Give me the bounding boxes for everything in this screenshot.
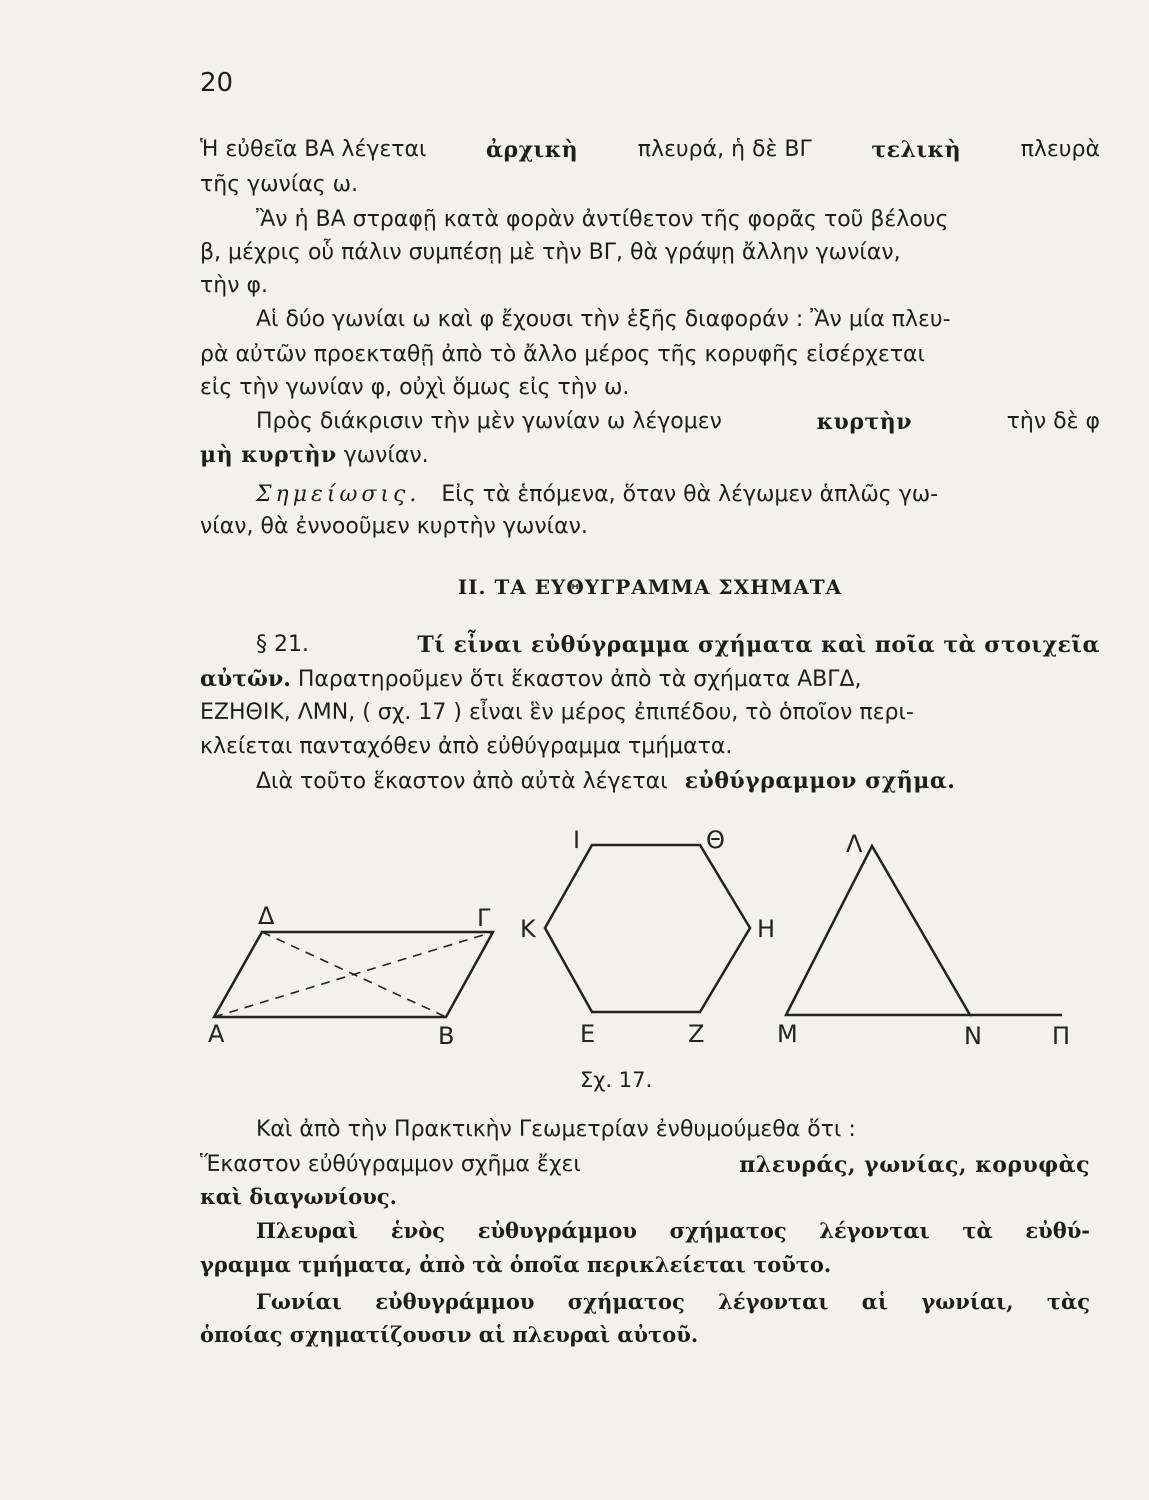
para3-line3: εἰς τὴν γωνίαν φ, οὐχὶ ὅμως εἰς τὴν ω. xyxy=(200,375,630,400)
text: πλευρὰ xyxy=(1020,137,1100,162)
text: τὴν δὲ φ xyxy=(1006,409,1100,434)
section-heading: II. ΤΑ ΕΥΘΥΓΡΑΜΜΑ ΣΧΗΜΑΤΑ xyxy=(457,575,843,599)
para2-line2: β, μέχρις οὗ πάλιν συμπέσῃ μὲ τὴν ΒΓ, θὰ γράψῃ ἄλλην γωνίαν, xyxy=(200,240,901,265)
closing-line7: ὁποίας σχηματίζουσιν αἱ πλευραὶ αὐτοῦ. xyxy=(200,1322,699,1347)
text: Διὰ τοῦτο ἕκαστον ἀπὸ αὐτὰ λέγεται xyxy=(256,769,668,794)
label-pi: Π xyxy=(1052,1022,1071,1050)
section21-line4: κλείεται πανταχόθεν ἀπὸ εὐθύγραμμα τμήματα. xyxy=(200,734,733,759)
label-delta: Δ xyxy=(258,902,275,930)
closing-line4: Πλευραὶ ἑνὸς εὐθυγράμμου σχήματος λέγονται τὰ εὐθύ- xyxy=(256,1218,1090,1243)
term-terminal-side: τελικὴ xyxy=(871,137,962,163)
para1-line2: τῆς γωνίας ω. xyxy=(200,172,359,197)
para3-line2: ρὰ αὐτῶν προεκταθῇ ἀπὸ τὸ ἄλλο μέρος τῆς κορυφῆς εἰσέρχεται xyxy=(200,342,925,367)
note-label: Σημείωσις. xyxy=(256,482,421,507)
closing-line5: γραμμα τμήματα, ἀπὸ τὰ ὁποῖα περικλείεται τοῦτο. xyxy=(200,1252,832,1277)
term-convex: κυρτὴν xyxy=(816,409,913,435)
para2-line3: τὴν φ. xyxy=(200,273,268,298)
para2-line1: Ἂν ἡ ΒΑ στραφῇ κατὰ φορὰν ἀντίθετον τῆς φορᾶς τοῦ βέλους xyxy=(256,207,949,232)
section-title-end: αὐτῶν. xyxy=(200,666,291,692)
label-theta: Θ xyxy=(706,826,725,854)
label-gamma: Γ xyxy=(477,904,491,932)
label-alpha: Α xyxy=(208,1020,225,1048)
label-kappa: Κ xyxy=(520,915,536,943)
text: πλευρά, ἡ δὲ ΒΓ xyxy=(637,137,812,162)
text: Παρατηροῦμεν ὅτι ἕκαστον ἀπὸ τὰ σχήματα ΑΒΓΔ, xyxy=(297,667,862,692)
label-iota: Ι xyxy=(573,826,581,854)
label-nu: Ν xyxy=(964,1022,982,1050)
figure-caption: Σχ. 17. xyxy=(580,1068,653,1092)
closing-line3: καὶ διαγωνίους. xyxy=(200,1184,397,1209)
closing-line2 xyxy=(200,1150,1090,1180)
label-zeta: Ζ xyxy=(688,1020,705,1048)
text: Ἕκαστον εὐθύγραμμον σχῆμα ἔχει xyxy=(200,1152,581,1177)
text: Πρὸς διάκρισιν τὴν μὲν γωνίαν ω λέγομεν xyxy=(256,409,722,434)
section-number: § 21. xyxy=(256,632,309,657)
label-epsilon: Ε xyxy=(580,1020,596,1048)
text: Εἰς τὰ ἑπόμενα, ὅταν θὰ λέγωμεν ἁπλῶς γω- xyxy=(441,482,939,507)
closing-line1: Καὶ ἀπὸ τὴν Πρακτικὴν Γεωμετρίαν ἐνθυμούμεθα ὅτι : xyxy=(256,1117,856,1142)
term-rectilinear-figure: εὐθύγραμμον σχῆμα. xyxy=(684,768,956,794)
term-non-convex: μὴ κυρτὴν xyxy=(200,442,337,468)
text: γωνίαν. xyxy=(343,443,429,468)
label-beta: Β xyxy=(438,1022,455,1050)
note-line2: νίαν, θὰ ἐννοοῦμεν κυρτὴν γωνίαν. xyxy=(200,514,588,539)
triangle-lmn xyxy=(786,846,970,1015)
term-initial-side: ἀρχικὴ xyxy=(486,137,579,163)
diagonal-db xyxy=(262,932,446,1017)
section-title: Τί εἶναι εὐθύγραμμα σχήματα καὶ ποῖα τὰ στοιχεῖα xyxy=(417,632,1100,658)
term-elements: πλευράς, γωνίας, κορυφὰς xyxy=(739,1152,1090,1178)
para3-line1: Αἱ δύο γωνίαι ω καὶ φ ἔχουσι τὴν ἑξῆς διαφοράν : Ἂν μία πλευ- xyxy=(256,307,951,332)
label-mu: Μ xyxy=(777,1020,798,1048)
hexagon-ezhthik xyxy=(545,845,750,1012)
text: Ἡ εὐθεῖα ΒΑ λέγεται xyxy=(200,137,427,162)
label-eta: Η xyxy=(757,915,776,943)
page-number: 20 xyxy=(200,68,234,98)
section21-line3: ΕΖΗΘΙΚ, ΛΜΝ, ( σχ. 17 ) εἶναι ἓν μέρος ἐπιπέδου, τὸ ὁποῖον περι- xyxy=(200,700,914,725)
label-lambda: Λ xyxy=(846,830,863,858)
closing-line6: Γωνίαι εὐθυγράμμου σχήματος λέγονται αἱ γωνίαι, τὰς xyxy=(256,1289,1090,1314)
